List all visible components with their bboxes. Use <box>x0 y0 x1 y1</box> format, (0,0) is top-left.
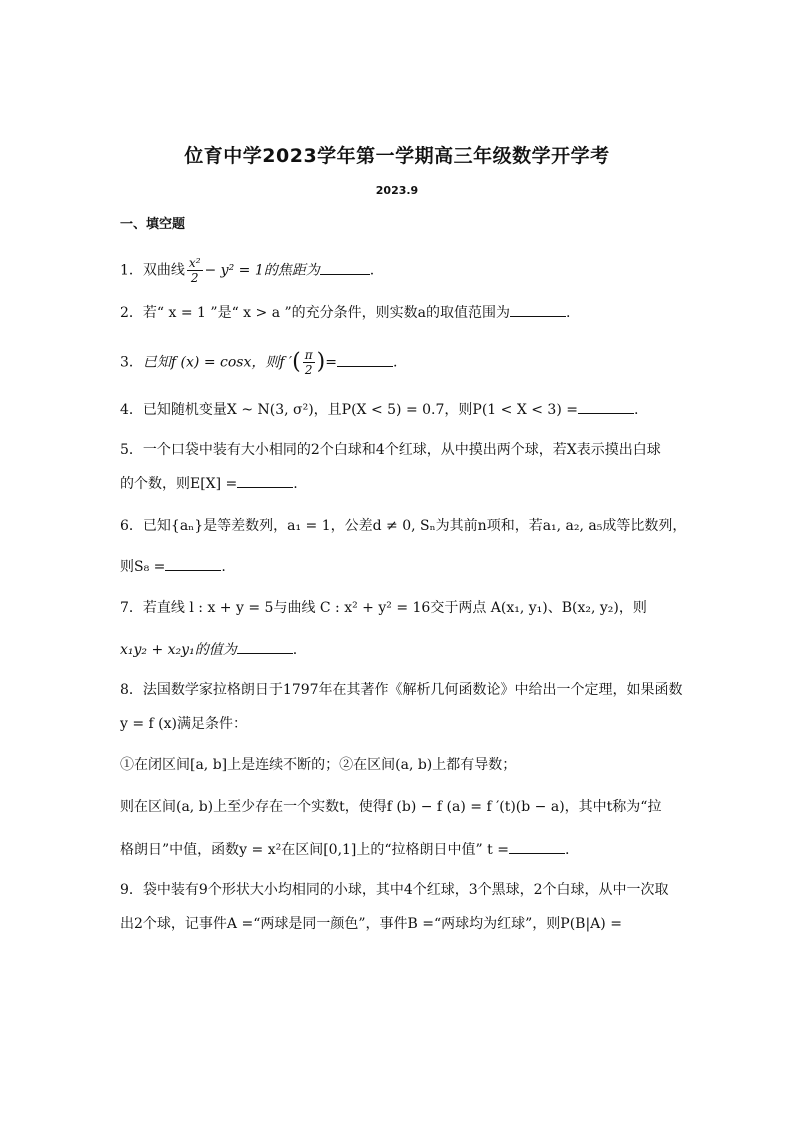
answer-blank[interactable] <box>578 401 634 414</box>
question-3: 3．已知f (x) = cosx，则f ′( $\frac{\pi}{2}$ )= . <box>120 348 398 377</box>
question-5-cont: 的个数，则E[X] = . <box>120 476 298 492</box>
question-8: 8．法国数学家拉格朗日于1797年在其著作《解析几何函数论》中给出一个定理，如果函数 <box>120 682 683 698</box>
section-title: 一、填空题 <box>120 217 186 232</box>
question-1: 1．双曲线 $\frac{\text{x²}}{2}$ − y² = 1的焦距为 . <box>120 256 375 285</box>
question-8-line4: 则在区间(a, b)上至少存在一个实数t，使得f (b) − f (a) = f ′(t)(b − a)，其中t称为“拉 <box>120 799 662 815</box>
question-6: 6．已知{aₙ}是等差数列，a₁ = 1，公差d ≠ 0, Sₙ为其前n项和，若a₁, a₂, a₅成等比数列， <box>120 518 687 534</box>
question-4: 4．已知随机变量X ~ N(3, σ²)，且P(X < 5) = 0.7，则P(1 < X < 3) = . <box>120 402 639 418</box>
answer-blank[interactable] <box>509 841 565 854</box>
exam-date: 2023.9 <box>375 184 419 197</box>
question-9: 9．袋中装有9个形状大小均相同的小球，其中4个红球，3个黑球，2个白球，从中一次取 <box>120 882 669 898</box>
answer-blank[interactable] <box>237 475 293 488</box>
page-title: 位育中学2023学年第一学期高三年级数学开学考 <box>184 145 610 167</box>
question-5: 5．一个口袋中装有大小相同的2个白球和4个红球，从中摸出两个球，若X表示摸出白球 <box>120 442 661 458</box>
question-2: 2．若“ x = 1 ”是“ x > a ”的充分条件，则实数a的取值范围为 . <box>120 305 571 321</box>
answer-blank[interactable] <box>510 304 566 317</box>
fraction: $\frac{\text{x²}}{2}$ <box>188 256 201 285</box>
question-6-cont: 则S₈ = . <box>120 559 226 575</box>
answer-blank[interactable] <box>165 558 221 571</box>
question-8-line3: ①在闭区间[a, b]上是连续不断的；②在区间(a, b)上都有导数； <box>120 757 517 773</box>
question-7-cont: x₁y₂ + x₂y₁的值为 . <box>120 642 298 658</box>
question-8-line2: y = f (x)满足条件： <box>120 716 247 732</box>
answer-blank[interactable] <box>320 262 370 275</box>
answer-blank[interactable] <box>237 641 293 654</box>
fraction: $\frac{\pi}{2}$ <box>304 348 313 377</box>
question-8-line5: 格朗日”中值，函数y = x²在区间[0,1]上的“拉格朗日中值” t = . <box>120 842 570 858</box>
question-7: 7．若直线 l : x + y = 5与曲线 C : x² + y² = 16交于两点 A(x₁, y₁)、B(x₂, y₂)，则 <box>120 600 647 616</box>
answer-blank[interactable] <box>337 354 393 367</box>
question-9-cont: 出2个球，记事件A =“两球是同一颜色”，事件B =“两球均为红球”，则P(B|A) = <box>120 916 622 932</box>
